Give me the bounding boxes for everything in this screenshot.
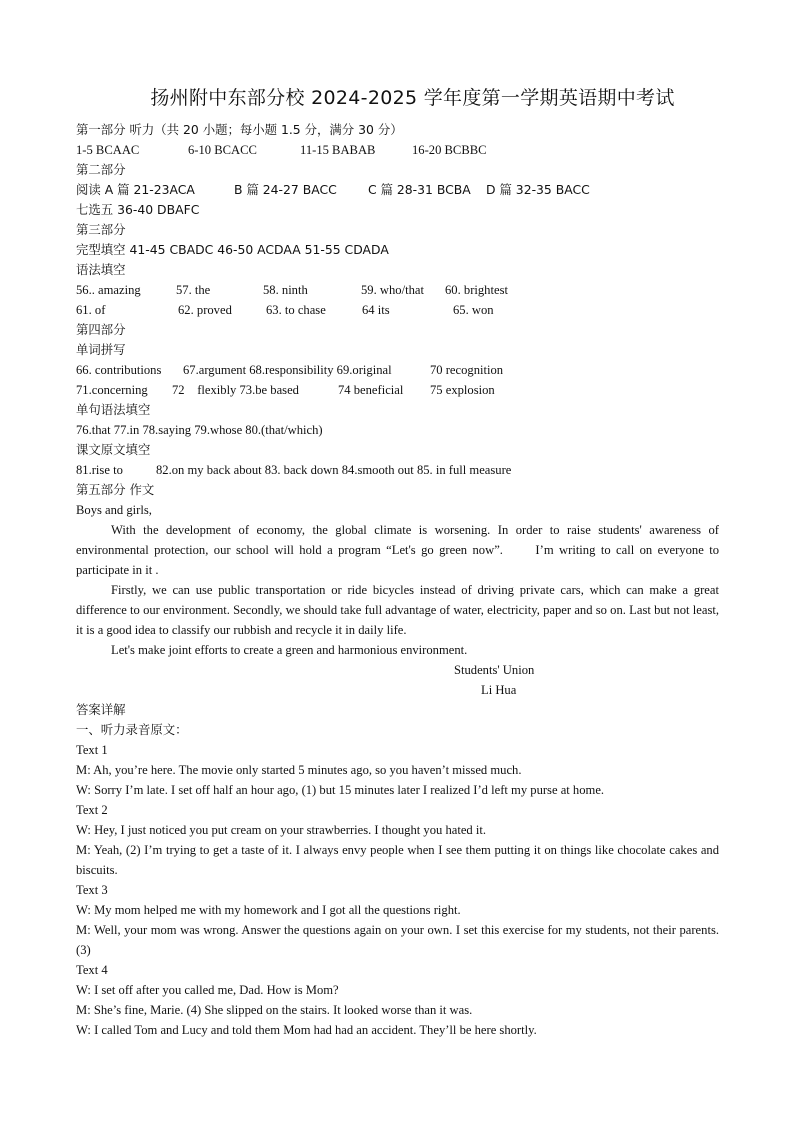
dialogue-line: M: Well, your mom was wrong. Answer the questions again on your own. I set this exercise for my students, not their parents. (3) bbox=[76, 923, 719, 957]
grammar-answer: 61. of bbox=[76, 303, 106, 317]
spelling-answer: 75 explosion bbox=[430, 383, 495, 397]
dialogue-line: W: My mom helped me with my homework and I got all the questions right. bbox=[76, 903, 461, 917]
cloze-answers: 完型填空 41-45 CBADC 46-50 ACDAA 51-55 CDADA bbox=[76, 242, 389, 257]
answer-group: 16-20 BCBBC bbox=[412, 143, 487, 157]
part3-heading: 第三部分 bbox=[76, 222, 126, 237]
essay-paragraph: Firstly, we can use public transportation or ride bicycles instead of driving private cars, which can make a great difference to our environment. Secondly, we should take full advantage of water, electricity, paper and so on. Last but not least, it is a good idea to classify our rubbish and recycle it in daily life. bbox=[76, 583, 719, 637]
spelling-answer: 67.argument 68.responsibility 69.original bbox=[183, 363, 392, 377]
spelling-row bbox=[76, 380, 719, 400]
grammar-row bbox=[76, 300, 719, 320]
text-label: Text 4 bbox=[76, 963, 108, 977]
dialogue-line: M: Yeah, (2) I’m trying to get a taste of it. I always envy people when I see them putting it on things like chocolate cakes and biscuits. bbox=[76, 843, 719, 877]
text-label: Text 3 bbox=[76, 883, 108, 897]
grammar-answer: 63. to chase bbox=[266, 303, 326, 317]
grammar-heading: 语法填空 bbox=[76, 262, 126, 277]
spelling-answer: 66. contributions bbox=[76, 363, 162, 377]
reading-a: 阅读 A 篇 21-23ACA bbox=[76, 182, 195, 197]
essay-signature-name: Li Hua bbox=[481, 683, 517, 697]
seven-choose-five: 七选五 36-40 DBAFC bbox=[76, 202, 200, 217]
details-heading: 答案详解 bbox=[76, 702, 126, 717]
text-fill-heading: 课文原文填空 bbox=[76, 442, 151, 457]
spelling-heading: 单词拼写 bbox=[76, 342, 126, 357]
grammar-answer: 59. who/that bbox=[361, 283, 424, 297]
text-fill-answer: 81.rise to bbox=[76, 463, 123, 477]
answer-group: 6-10 BCACC bbox=[188, 143, 257, 157]
grammar-answer: 62. proved bbox=[178, 303, 232, 317]
page-title: 扬州附中东部分校 2024-2025 学年度第一学期英语期中考试 bbox=[150, 87, 675, 109]
reading-answers bbox=[76, 180, 719, 200]
answer-key-document bbox=[76, 84, 723, 1040]
dialogue-line: M: She’s fine, Marie. (4) She slipped on the stairs. It looked worse than it was. bbox=[76, 1003, 473, 1017]
reading-d: D 篇 32-35 BACC bbox=[486, 182, 590, 197]
grammar-answer: 56.. amazing bbox=[76, 283, 141, 297]
spelling-answer: 74 beneficial bbox=[338, 383, 404, 397]
essay-greeting: Boys and girls, bbox=[76, 503, 152, 517]
reading-b: B 篇 24-27 BACC bbox=[234, 182, 337, 197]
essay-signature-org: Students' Union bbox=[454, 663, 535, 677]
grammar-row bbox=[76, 280, 719, 300]
grammar-answer: 60. brightest bbox=[445, 283, 508, 297]
part2-heading: 第二部分 bbox=[76, 162, 126, 177]
part5-heading: 第五部分 作文 bbox=[76, 482, 155, 497]
text-fill-answers bbox=[76, 460, 719, 480]
spelling-answer: 72 flexibly 73.be based bbox=[172, 383, 299, 397]
grammar-answer: 57. the bbox=[176, 283, 211, 297]
text-fill-answer: 82.on my back about 83. back down 84.smooth out 85. in full measure bbox=[156, 463, 512, 477]
dialogue-line: W: I set off after you called me, Dad. How is Mom? bbox=[76, 983, 339, 997]
text-label: Text 2 bbox=[76, 803, 108, 817]
essay-paragraph: Let's make joint efforts to create a green and harmonious environment. bbox=[111, 643, 468, 657]
part4-heading: 第四部分 bbox=[76, 322, 126, 337]
dialogue-line: M: Ah, you’re here. The movie only started 5 minutes ago, so you haven’t missed much. bbox=[76, 763, 522, 777]
grammar-answer: 65. won bbox=[453, 303, 494, 317]
answer-group: 1-5 BCAAC bbox=[76, 143, 140, 157]
essay-paragraph: With the development of economy, the global climate is worsening. In order to raise students' awareness of environmental protection, our school will hold a program “Let's go green now”. I’m writing to call on everyone to participate in it . bbox=[76, 523, 723, 577]
sentence-grammar-answers: 76.that 77.in 78.saying 79.whose 80.(that/which) bbox=[76, 423, 323, 437]
listening-transcript-heading: 一、听力录音原文： bbox=[76, 722, 188, 737]
spelling-row bbox=[76, 360, 719, 380]
text-label: Text 1 bbox=[76, 743, 108, 757]
part1-answers bbox=[76, 140, 719, 160]
dialogue-line: W: I called Tom and Lucy and told them Mom had had an accident. They’ll be here shortly. bbox=[76, 1023, 537, 1037]
grammar-answer: 64 its bbox=[362, 303, 390, 317]
grammar-answer: 58. ninth bbox=[263, 283, 308, 297]
sentence-grammar-heading: 单句语法填空 bbox=[76, 402, 151, 417]
reading-c: C 篇 28-31 BCBA bbox=[368, 182, 471, 197]
spelling-answer: 71.concerning bbox=[76, 383, 148, 397]
dialogue-line: W: Sorry I’m late. I set off half an hour ago, (1) but 15 minutes later I realized I’d left my purse at home. bbox=[76, 783, 605, 797]
answer-group: 11-15 BABAB bbox=[300, 143, 376, 157]
dialogue-line: W: Hey, I just noticed you put cream on your strawberries. I thought you hated it. bbox=[76, 823, 487, 837]
spelling-answer: 70 recognition bbox=[430, 363, 504, 377]
part1-heading: 第一部分 听力（共 20 小题；每小题 1.5 分，满分 30 分） bbox=[76, 122, 403, 137]
